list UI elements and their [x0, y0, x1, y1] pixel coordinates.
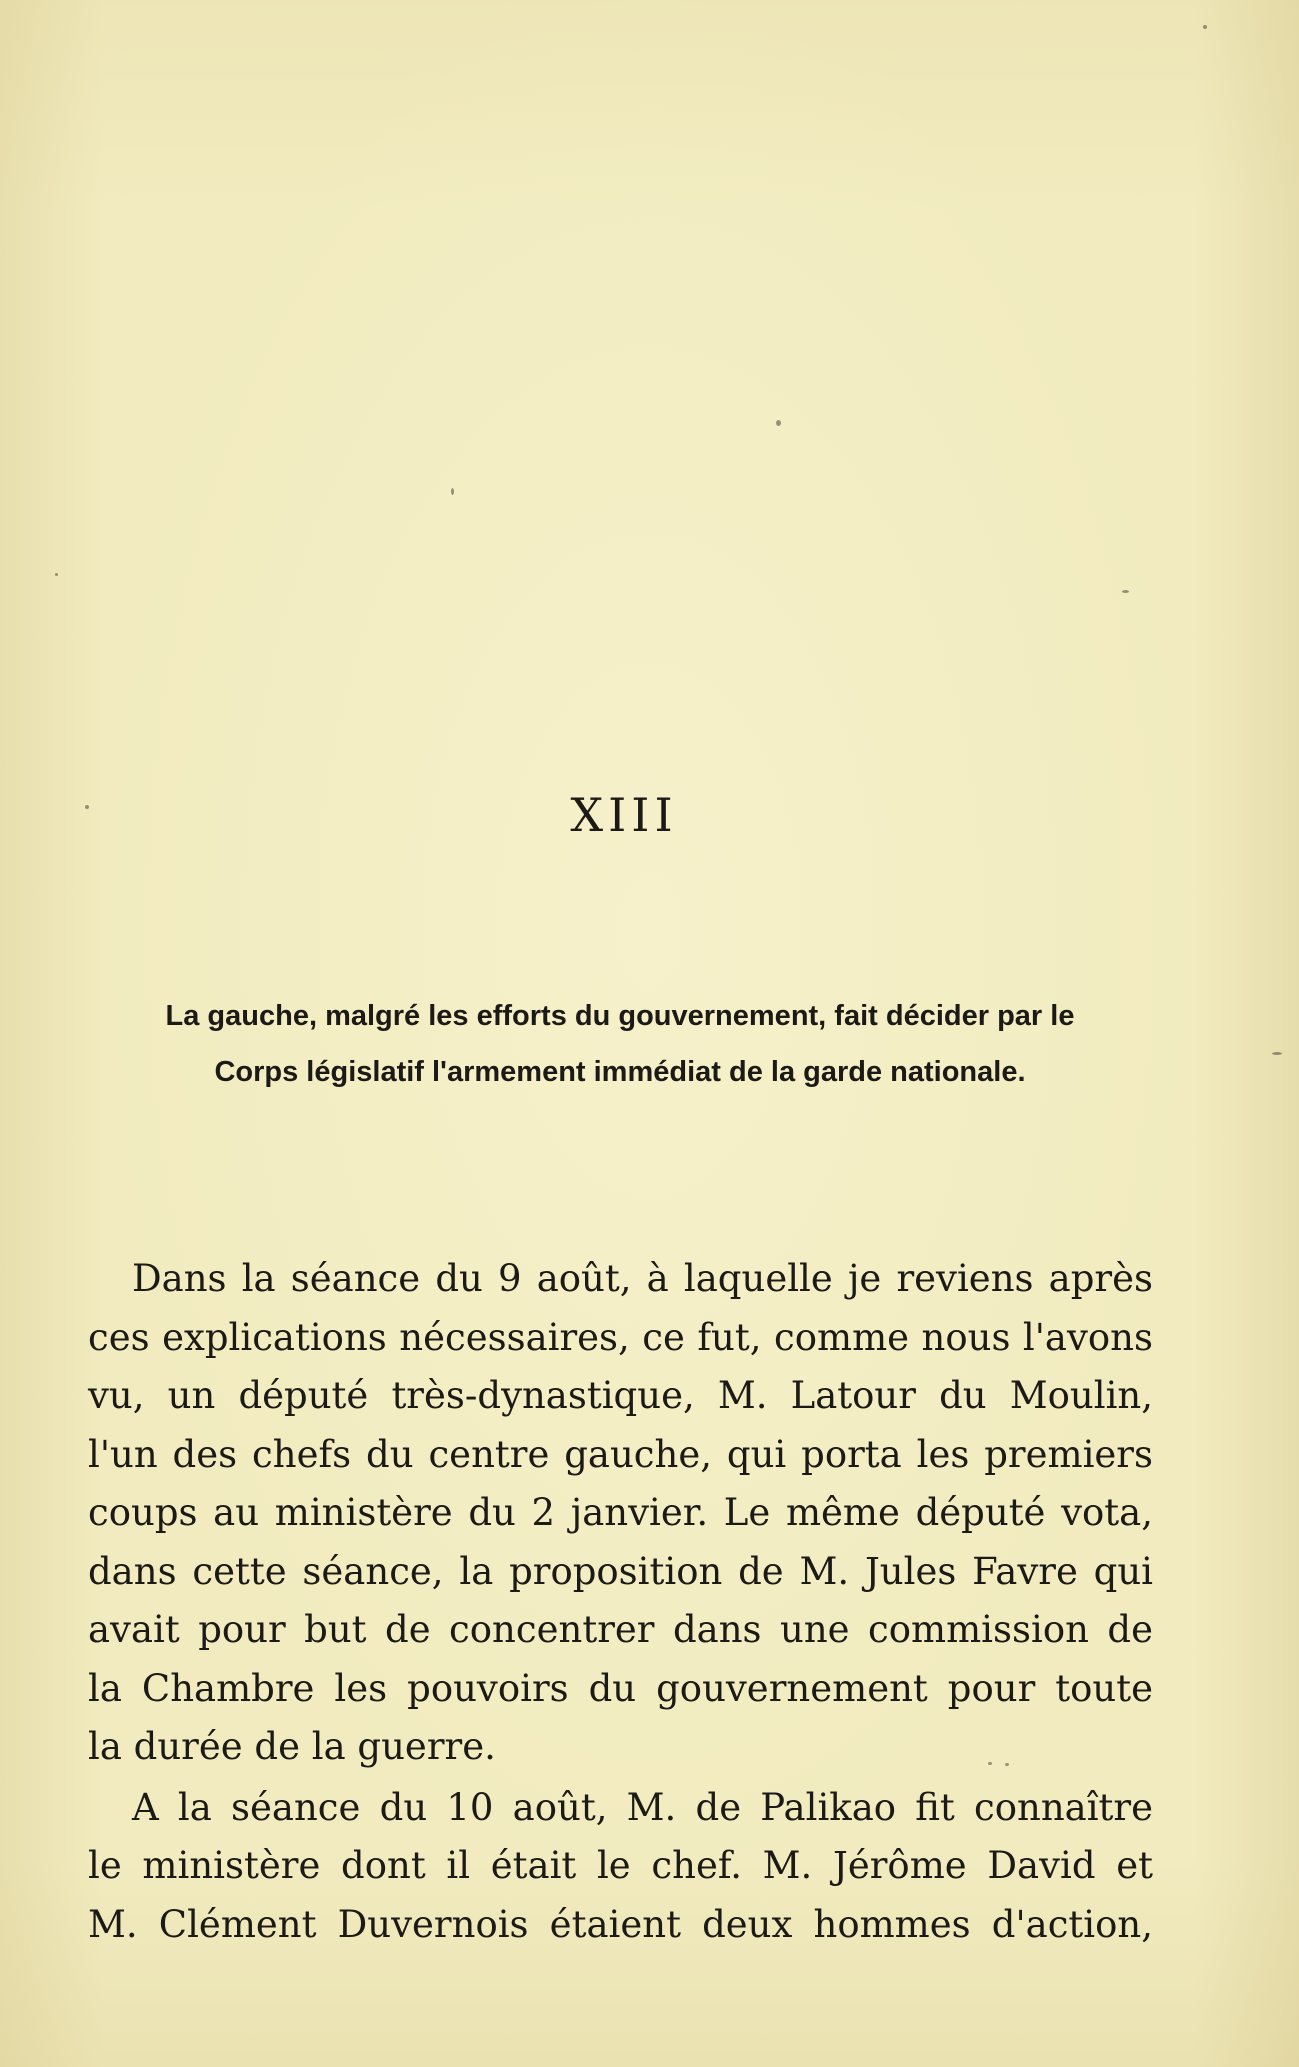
paper-speck [1203, 25, 1207, 29]
text-line: avait pour but de concentrer dans une commission de [88, 1608, 1153, 1651]
paragraph-2 [88, 1779, 1153, 1955]
chapter-summary [90, 988, 1150, 1100]
paper-speck [55, 573, 58, 576]
text-line: coups au ministère du 2 janvier. Le même député vota, [88, 1491, 1153, 1534]
text-line: ces explications nécessaires, ce fut, comme nous l'avons [88, 1315, 1153, 1359]
text-line: la durée de la guerre. [88, 1725, 496, 1768]
text-line: vu, un député très-dynastique, M. Latour du Moulin, [88, 1374, 1153, 1417]
summary-line: La gauche, malgré les efforts du gouvernement, fait décider par le [165, 1000, 1075, 1032]
paper-speck [1122, 590, 1129, 593]
text-line: A la séance du 10 août, M. de Palikao fit connaître [132, 1785, 1153, 1829]
text-line: Dans la séance du 9 août, à laquelle je reviens après [132, 1257, 1153, 1300]
paper-speck [1272, 1052, 1282, 1055]
paragraph-1 [88, 1250, 1153, 1777]
text-line: dans cette séance, la proposition de M. Jules Favre qui [88, 1549, 1153, 1593]
body-text [88, 1250, 1153, 1954]
text-line: la Chambre les pouvoirs du gouvernement pour toute [88, 1666, 1153, 1710]
text-line: M. Clément Duvernois étaient deux hommes d'action, [88, 1902, 1153, 1946]
summary-line: Corps législatif l'armement immédiat de la garde nationale. [214, 1056, 1026, 1088]
paper-speck [451, 488, 454, 495]
chapter-number: XIII [570, 788, 678, 842]
paper-speck [776, 420, 781, 426]
text-line: l'un des chefs du centre gauche, qui porta les premiers [88, 1432, 1153, 1476]
text-line: le ministère dont il était le chef. M. Jérôme David et [88, 1844, 1153, 1887]
